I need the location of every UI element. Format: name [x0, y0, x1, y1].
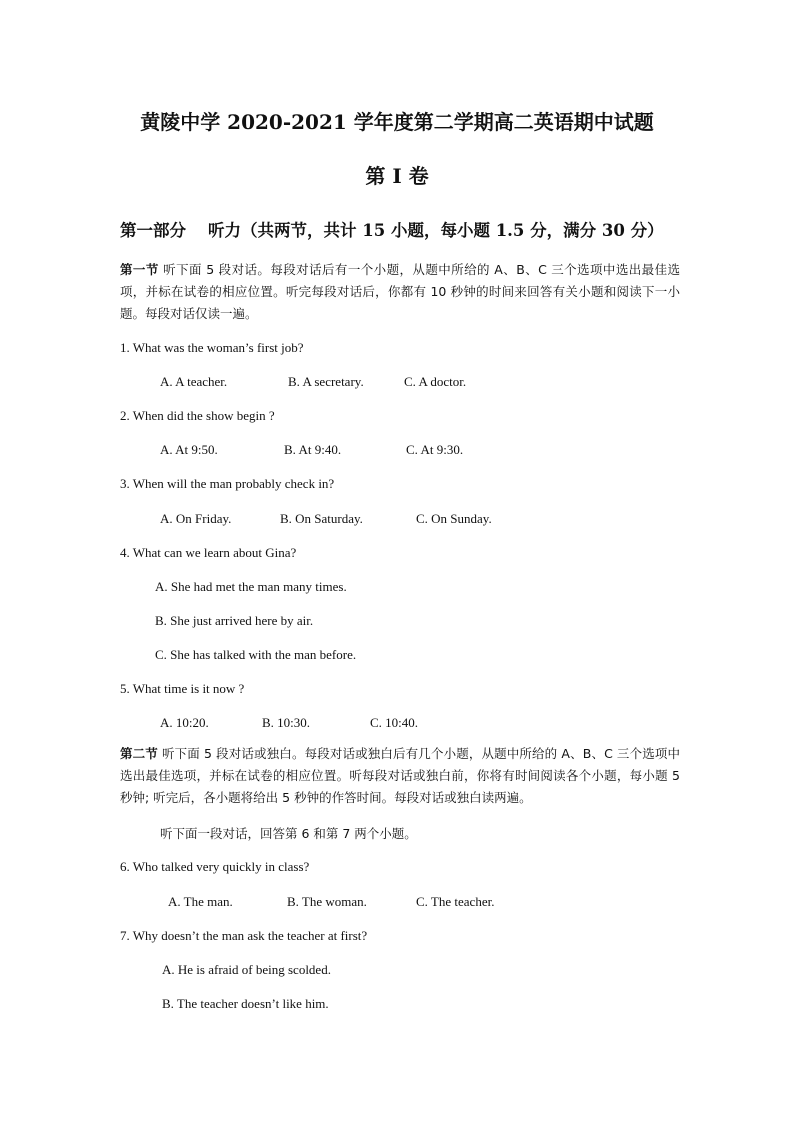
- question-2-option-c[interactable]: C. At 9:30.: [406, 442, 464, 457]
- question-3-option-a[interactable]: A. On Friday.: [160, 511, 232, 526]
- question-1: 1. What was the woman’s first job?: [120, 340, 304, 355]
- question-5: 5. What time is it now ?: [120, 681, 245, 696]
- question-4-option-b[interactable]: B. She just arrived here by air.: [155, 613, 314, 628]
- question-3-option-c[interactable]: C. On Sunday.: [416, 511, 492, 526]
- question-5-option-b[interactable]: B. 10:30.: [262, 715, 311, 730]
- question-3-option-b[interactable]: B. On Saturday.: [280, 511, 363, 526]
- question-6: 6. Who talked very quickly in class?: [120, 859, 310, 874]
- part-heading: [120, 217, 720, 241]
- dialogue-instruction: 听下面一段对话，回答第 6 和第 7 两个小题。: [160, 826, 417, 841]
- question-2-option-a[interactable]: A. At 9:50.: [160, 442, 218, 457]
- part-description: 听力（共两节，共计 15 小题，每小题 1.5 分，满分 30 分）: [208, 221, 664, 240]
- section-two-instructions: [120, 743, 680, 809]
- part-label: 第一部分: [120, 221, 186, 240]
- section-two-text: 听下面 5 段对话或独白。每段对话或独白后有几个小题，从题中所给的 A、B、C 三个选项中选出最佳选项，并标在试卷的相应位置。听每段对话或独白前，你将有时间阅读各个小题，每小题 5 秒钟; 听完后，各小题将给出 5 秒钟的作答时间。每段对话或独白读两遍。: [120, 746, 680, 805]
- question-6-option-c[interactable]: C. The teacher.: [416, 894, 495, 909]
- question-5-option-c[interactable]: C. 10:40.: [370, 715, 419, 730]
- question-2-option-b[interactable]: B. At 9:40.: [284, 442, 342, 457]
- volume-title: 第 I 卷: [365, 164, 429, 188]
- question-1-option-b[interactable]: B. A secretary.: [288, 374, 364, 389]
- question-1-option-a[interactable]: A. A teacher.: [160, 374, 228, 389]
- question-3: 3. When will the man probably check in?: [120, 476, 335, 491]
- section-one-instructions: [120, 259, 680, 325]
- question-1-option-c[interactable]: C. A doctor.: [404, 374, 467, 389]
- question-4-option-c[interactable]: C. She has talked with the man before.: [155, 647, 357, 662]
- question-6-option-b[interactable]: B. The woman.: [287, 894, 367, 909]
- section-one-label: 第一节: [120, 262, 159, 277]
- question-4: 4. What can we learn about Gina?: [120, 545, 297, 560]
- question-6-option-a[interactable]: A. The man.: [168, 894, 233, 909]
- section-two-label: 第二节: [120, 746, 158, 761]
- question-7-option-a[interactable]: A. He is afraid of being scolded.: [162, 962, 331, 977]
- question-4-option-a[interactable]: A. She had met the man many times.: [155, 579, 347, 594]
- question-5-option-a[interactable]: A. 10:20.: [160, 715, 209, 730]
- section-one-text: 听下面 5 段对话。每段对话后有一个小题，从题中所给的 A、B、C 三个选项中选出最佳选项，并标在试卷的相应位置。听完每段对话后，你都有 10 秒钟的时间来回答有关小题和阅读下一小题。每段对话仅读一遍。: [120, 262, 680, 321]
- question-7-option-b[interactable]: B. The teacher doesn’t like him.: [162, 996, 329, 1011]
- question-7: 7. Why doesn’t the man ask the teacher at first?: [120, 928, 368, 943]
- question-2: 2. When did the show begin ?: [120, 408, 275, 423]
- exam-title: 黄陵中学 2020-2021 学年度第二学期高二英语期中试题: [140, 110, 654, 134]
